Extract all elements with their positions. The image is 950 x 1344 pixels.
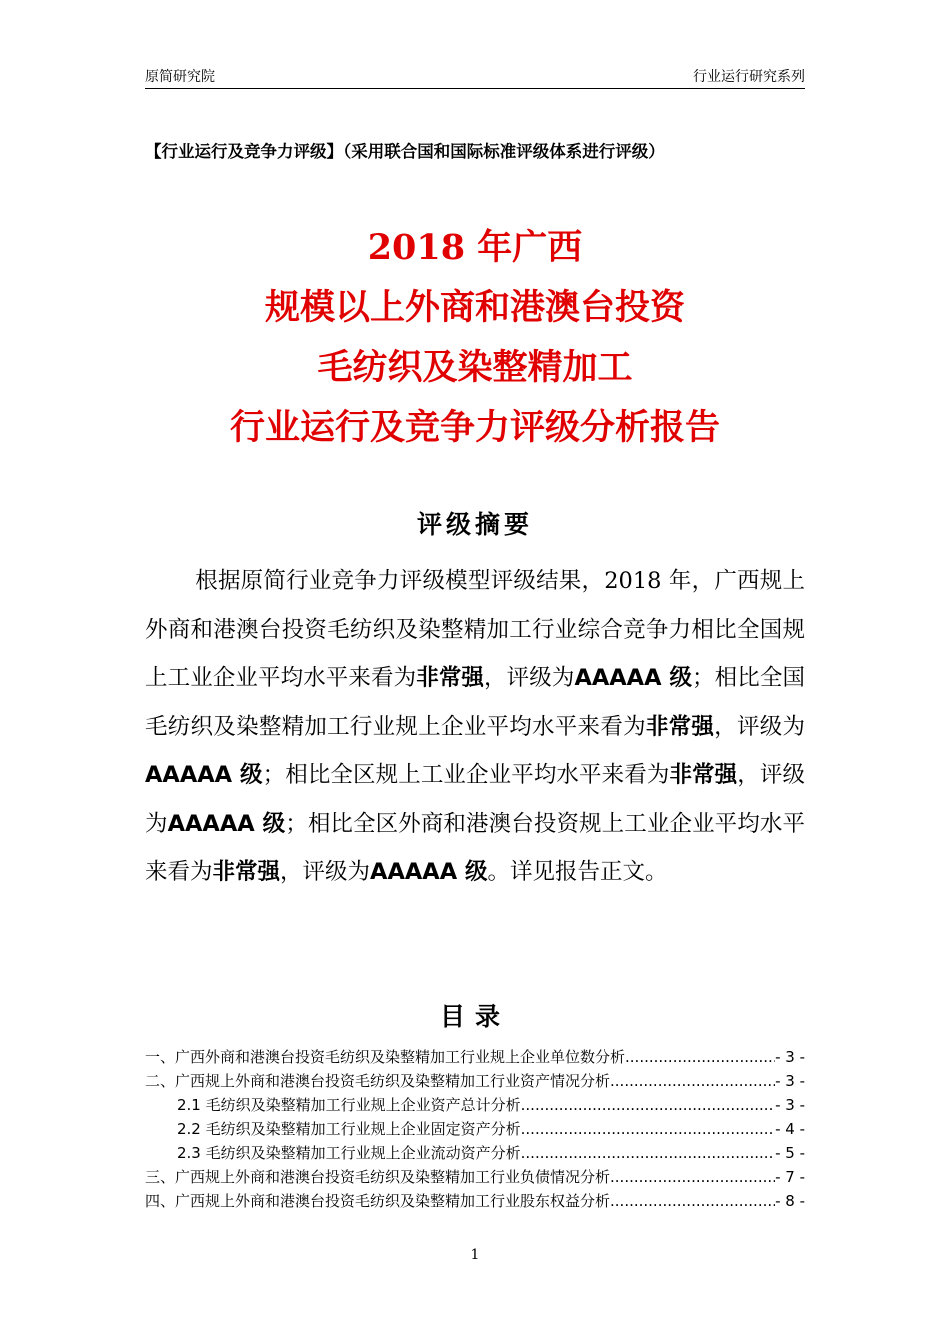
toc-leader [610,1069,775,1093]
toc-entry-label: 2.3 毛纺织及染整精加工行业规上企业流动资产分析 [177,1144,521,1162]
page-header [145,66,805,89]
toc-entry-page: - 3 - [775,1048,805,1066]
rating-grade: AAAAA 级 [167,810,286,837]
toc-leader [521,1093,775,1117]
summary-text: ，评级为 [484,665,575,691]
rating-strength: 非常强 [645,713,715,740]
toc-leader [521,1141,775,1165]
toc-entry-label: 2.1 毛纺织及染整精加工行业规上企业资产总计分析 [177,1096,521,1114]
toc-entry-label: 四、广西规上外商和港澳台投资毛纺织及染整精加工行业股东权益分析 [145,1192,611,1210]
toc-entry-page: - 3 - [775,1096,805,1114]
rating-grade: AAAAA 级 [145,762,263,788]
rating-strength: 非常强 [416,665,485,691]
summary-text: ，评级为 [280,859,371,885]
summary-text: 根据原简行业竞争力评级模型评级结果，2018 年，广西规上外商和港澳台投资毛纺织及染整精加工行业综合竞争力相比全国规上工业企业平均水平来看为 [145,568,805,691]
summary-text: ，评级为 [145,762,805,837]
toc-leader [610,1189,775,1213]
page-number: 1 [470,1247,480,1263]
toc-entry-label: 一、广西外商和港澳台投资毛纺织及染整精加工行业规上企业单位数分析 [145,1048,626,1066]
header-publisher: 原简研究院 [145,69,215,85]
toc-leader [610,1165,775,1189]
toc-entry[interactable] [145,1069,805,1093]
toc-entry-page: - 4 - [775,1120,805,1138]
toc-subentry[interactable] [145,1093,805,1117]
toc-leader [521,1117,775,1141]
toc-entry-label: 三、广西规上外商和港澳台投资毛纺织及染整精加工行业负债情况分析 [145,1168,611,1186]
rating-grade: AAAAA 级 [574,665,693,691]
summary-text: ；相比全区规上工业企业平均水平来看为 [262,762,670,788]
title-line: 毛纺织及染整精加工 [317,347,633,388]
summary-heading: 评级摘要 [416,510,533,539]
summary-text: 。详见报告正文。 [487,859,668,885]
report-tagline: 【行业运行及竞争力评级】（采用联合国和国际标准评级体系进行评级） [145,142,665,161]
title-line: 规模以上外商和港澳台投资 [264,287,685,328]
rating-strength: 非常强 [212,859,281,885]
summary-text: ；相比全区外商和港澳台投资规上工业企业平均水平来看为 [145,810,805,885]
toc-entry-page: - 3 - [775,1072,805,1090]
toc-leader [625,1045,775,1069]
toc-heading: 目录 [439,1002,510,1031]
toc-entry[interactable] [145,1165,805,1189]
title-line: 行业运行及竞争力评级分析报告 [229,407,720,448]
rating-strength: 非常强 [669,762,738,788]
report-title [95,218,855,458]
rating-grade: AAAAA 级 [370,859,488,885]
table-of-contents [145,1045,805,1213]
header-series: 行业运行研究系列 [693,69,805,85]
toc-entry[interactable] [145,1045,805,1069]
toc-entry-label: 2.2 毛纺织及染整精加工行业规上企业固定资产分析 [177,1120,521,1138]
toc-subentry[interactable] [145,1117,805,1141]
toc-entry-page: - 7 - [775,1168,805,1186]
title-line: 2018 年广西 [367,227,583,268]
summary-paragraph [145,557,805,897]
toc-subentry[interactable] [145,1141,805,1165]
summary-text: ；相比全国毛纺织及染整精加工行业规上企业平均水平来看为 [145,665,805,740]
summary-text: ，评级为 [714,713,805,740]
toc-entry-label: 二、广西规上外商和港澳台投资毛纺织及染整精加工行业资产情况分析 [145,1072,611,1090]
toc-entry-page: - 5 - [775,1144,805,1162]
toc-entry[interactable] [145,1189,805,1213]
toc-entry-page: - 8 - [775,1192,805,1210]
